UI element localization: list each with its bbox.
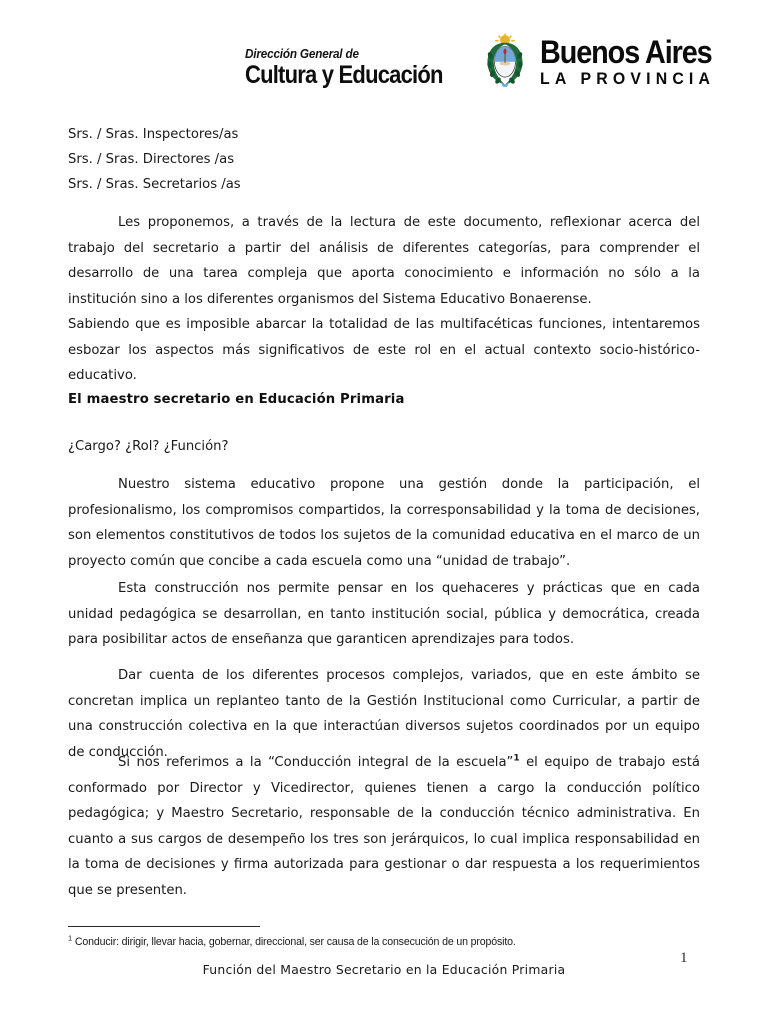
- paragraph-sabiendo-wrapper: [68, 312, 700, 389]
- paragraph-intro: Les proponemos, a través de la lectura de este documento, reflexionar acerca del trabajo del secretario a partir del análisis de diferentes categorías, para comprender el desarrollo de una tarea compleja que aporta conocimiento e información no sólo a la institución sino a los diferentes organismos del Sistema Educativo Bonaerense.: [68, 215, 700, 307]
- footnote-text: Conducir: dirigir, llevar hacia, gobernar, direccional, ser causa de la consecución de un propósito.: [72, 936, 516, 948]
- document-header: [0, 0, 768, 108]
- paragraph-dar: Dar cuenta de los diferentes procesos complejos, variados, que en este ámbito se concretan implica un replanteo tanto de la Gestión Institucional como Curricular, a partir de una construcción colectiva en la que interactúan diversos sujetos coordinados por un equipo de conducción.: [68, 668, 700, 760]
- footnote-separator: [68, 926, 260, 927]
- section-heading: El maestro secretario en Educación Primaria: [68, 392, 405, 407]
- province-logo-line1: Buenos Aires: [539, 33, 712, 70]
- paragraph-nuestro: Nuestro sistema educativo propone una gestión donde la participación, el profesionalismo, los compromisos compartidos, la corresponsabilidad y la toma de decisiones, son elementos constitutivos de todos los sujetos de la comunidad educativa en el marco de un proyecto común que concibe a cada escuela como una “unidad de trabajo”.: [68, 477, 700, 569]
- paragraph-si: [68, 750, 700, 903]
- argentina-coat-of-arms-icon: [484, 33, 526, 89]
- header-logo-row: [245, 33, 730, 88]
- paragraph-intro-wrapper: [68, 210, 700, 312]
- footer-title: Función del Maestro Secretario en la Educación Primaria: [202, 962, 566, 977]
- paragraph-esta: Esta construcción nos permite pensar en los quehaceres y prácticas que en cada unidad pedagógica se desarrollan, en tanto institución social, pública y democrática, creada para posibilitar actos de enseñanza que garanticen aprendizajes para todos.: [68, 581, 700, 647]
- paragraph-nuestro-wrapper: [68, 472, 700, 574]
- footnote: [68, 935, 708, 949]
- paragraph-si-wrapper: [68, 750, 700, 903]
- addressee-line: Srs. / Sras. Directores /as: [68, 152, 235, 167]
- paragraph-sabiendo: Sabiendo que es imposible abarcar la totalidad de las multifacéticas funciones, intentaremos esbozar los aspectos más significativos de este rol en el actual contexto socio-histórico-educativo.: [68, 317, 700, 383]
- footnote-marker: 1: [68, 933, 73, 943]
- footnote-reference-marker[interactable]: 1: [513, 753, 520, 764]
- org-logo: [245, 48, 470, 89]
- paragraph-questions-wrapper: [68, 434, 700, 460]
- page-number: 1: [680, 950, 688, 966]
- paragraph-si-part2: el equipo de trabajo está conformado por Director y Vicedirector, quienes tienen a cargo la conducción político pedagógica; y Maestro Secretario, responsable de la conducción técnico administrativa. En cuanto a sus cargos de desempeño los tres son jerárquicos, lo cual implica responsabilidad en la toma de decisiones y firma autorizada para gestionar o dar respuesta a los requerimientos que se presenten.: [68, 755, 700, 898]
- province-logo-line2: LA PROVINCIA: [539, 69, 715, 88]
- province-logo: [539, 33, 731, 88]
- addressee-line: Srs. / Sras. Inspectores/as: [68, 127, 239, 142]
- addressee-block: [68, 122, 700, 197]
- org-logo-line2: Cultura y Educación: [245, 61, 443, 89]
- paragraph-si-part1: Si nos referimos a la “Conducción integral de la escuela”: [118, 755, 514, 770]
- addressee-line: Srs. / Sras. Secretarios /as: [68, 177, 241, 192]
- org-logo-line1: Dirección General de: [245, 46, 359, 61]
- paragraph-questions: ¿Cargo? ¿Rol? ¿Función?: [68, 439, 229, 454]
- paragraph-esta-wrapper: [68, 576, 700, 653]
